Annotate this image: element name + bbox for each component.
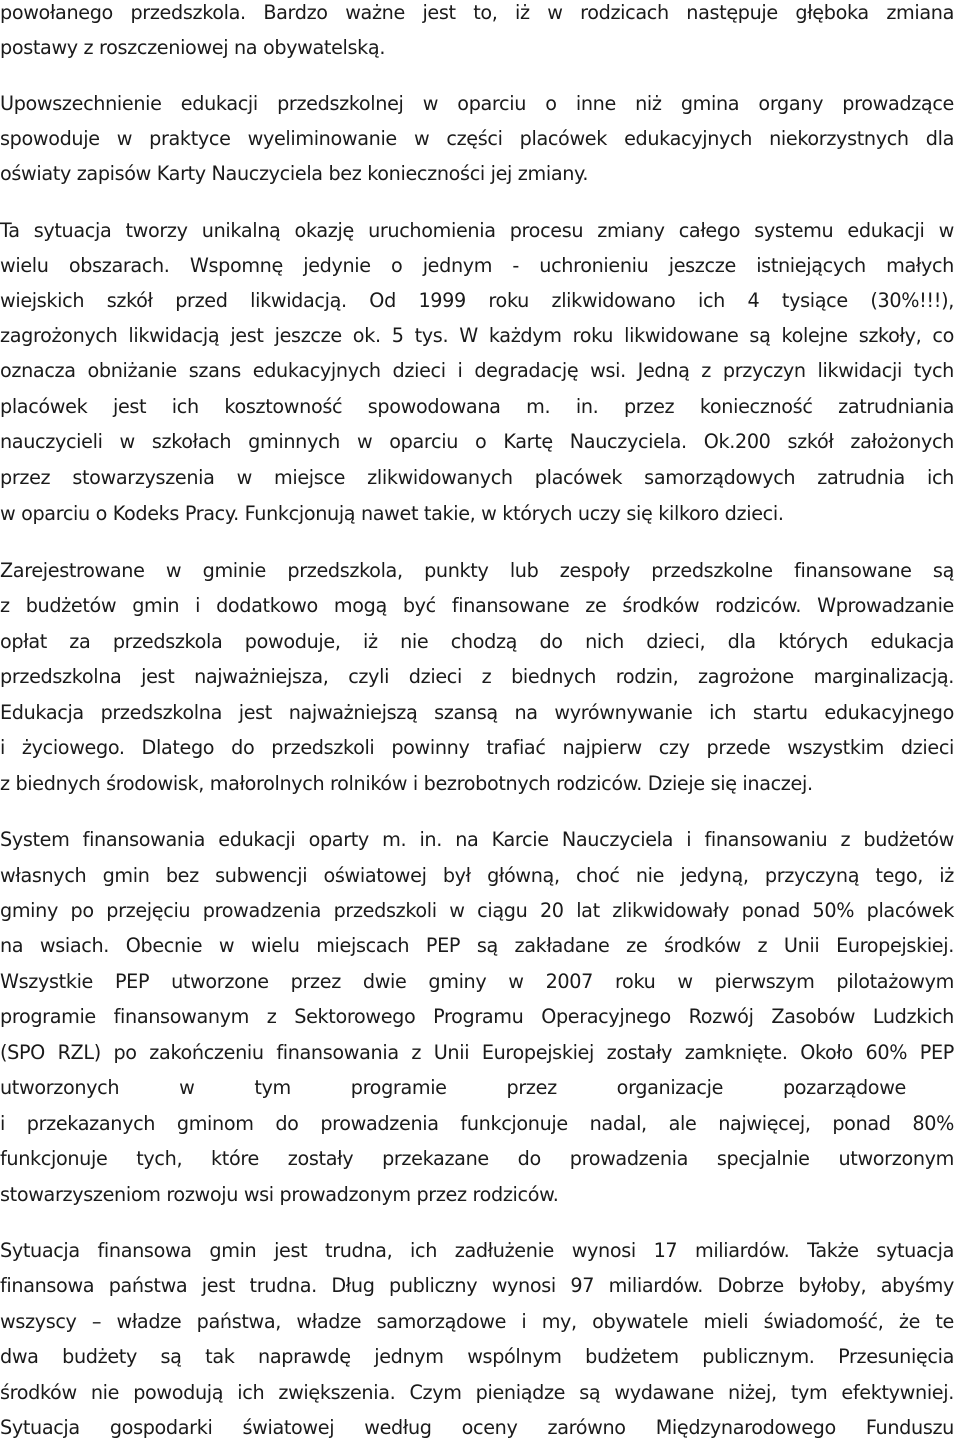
text-line: System finansowania edukacji oparty m. in. na Karcie Nauczyciela i finansowaniu z budżetów [0, 828, 954, 851]
text-line: i przekazanych gminom do prowadzenia funkcjonuje nadal, ale najwięcej, ponad 80% [0, 1112, 954, 1135]
text-line: własnych gmin bez subwencji oświatowej był główną, choć nie jedyną, przyczyną tego, iż [0, 864, 954, 887]
text-line: wielu obszarach. Wspomnę jedynie o jednym - uchronieniu jeszcze istniejących małych [0, 254, 954, 277]
text-line: Ta sytuacja tworzy unikalną okazję uruchomienia procesu zmiany całego systemu edukacji w [0, 219, 954, 242]
text-line: wiejskich szkół przed likwidacją. Od 1999 roku zlikwidowano ich 4 tysiące (30%!!!), [0, 289, 954, 312]
text-line: finansowa państwa jest trudna. Dług publiczny wynosi 97 miliardów. Dobrze byłoby, abyśmy [0, 1274, 954, 1297]
text-line: Sytuacja finansowa gmin jest trudna, ich zadłużenie wynosi 17 miliardów. Także sytuacja [0, 1239, 954, 1262]
text-line: gminy po przejęciu prowadzenia przedszkoli w ciągu 20 lat zlikwidowały ponad 50% placówek [0, 899, 954, 922]
text-line: oznacza obniżanie szans edukacyjnych dzieci i degradację wsi. Jedną z przyczyn likwidacji tych [0, 359, 954, 382]
text-line: opłat za przedszkola powoduje, iż nie chodzą do nich dzieci, dla których edukacja [0, 630, 954, 653]
text-line: dwa budżety są tak naprawdę jednym wspólnym budżetem publicznym. Przesunięcia [0, 1345, 954, 1368]
text-line: z budżetów gmin i dodatkowo mogą być finansowane ze środków rodziców. Wprowadzanie [0, 594, 954, 617]
text-line: placówek jest ich kosztowność spowodowana m. in. przez konieczność zatrudniania [0, 395, 954, 418]
text-line: Zarejestrowane w gminie przedszkola, punkty lub zespoły przedszkolne finansowane są [0, 559, 954, 582]
text-line: na wsiach. Obecnie w wielu miejscach PEP są zakładane ze środków z Unii Europejskiej. [0, 934, 954, 957]
text-line: utworzonych w tym programie przez organizacje pozarządowe [0, 1076, 906, 1099]
text-line: środków nie powodują ich zwiększenia. Czym pieniądze są wydawane niżej, tym efektywniej. [0, 1381, 954, 1404]
text-line: funkcjonuje tych, które zostały przekazane do prowadzenia specjalnie utworzonym [0, 1147, 954, 1170]
text-line: Upowszechnienie edukacji przedszkolnej w oparciu o inne niż gmina organy prowadzące [0, 92, 954, 115]
text-line: przez stowarzyszenia w miejsce zlikwidowanych placówek samorządowych zatrudnia ich [0, 466, 954, 489]
text-line: programie finansowanym z Sektorowego Programu Operacyjnego Rozwój Zasobów Ludzkich [0, 1005, 954, 1028]
text-line: (SPO RZL) po zakończeniu finansowania z Unii Europejskiej zostały zamknięte. Około 60% PEP [0, 1041, 954, 1064]
text-line: stowarzyszeniom rozwoju wsi prowadzonym przez rodziców. [0, 1183, 559, 1206]
text-line: w oparciu o Kodeks Pracy. Funkcjonują nawet takie, w których uczy się kilkoro dzieci. [0, 502, 784, 525]
text-line: nauczycieli w szkołach gminnych w oparciu o Kartę Nauczyciela. Ok.200 szkół założonych [0, 430, 954, 453]
text-line: powołanego przedszkola. Bardzo ważne jest to, iż w rodzicach następuje głęboka zmiana [0, 1, 954, 24]
text-line: Edukacja przedszkolna jest najważniejszą szansą na wyrównywanie ich startu edukacyjnego [0, 701, 954, 724]
text-line: oświaty zapisów Karty Nauczyciela bez konieczności jej zmiany. [0, 162, 589, 185]
text-line: postawy z roszczeniowej na obywatelską. [0, 36, 386, 59]
text-line: zagrożonych likwidacją jest jeszcze ok. 5 tys. W każdym roku likwidowane są kolejne szkoły, co [0, 324, 954, 347]
text-line: Sytuacja gospodarki światowej według oceny zarówno Międzynarodowego Funduszu [0, 1416, 954, 1439]
text-line: spowoduje w praktyce wyeliminowanie w części placówek edukacyjnych niekorzystnych dla [0, 127, 954, 150]
text-line: Wszystkie PEP utworzone przez dwie gminy w 2007 roku w pierwszym pilotażowym [0, 970, 954, 993]
text-line: i życiowego. Dlatego do przedszkoli powinny trafiać najpierw czy przede wszystkim dzieci [0, 736, 954, 759]
text-line: z biednych środowisk, małorolnych rolników i bezrobotnych rodziców. Dzieje się inaczej. [0, 772, 813, 795]
text-line: przedszkolna jest najważniejsza, czyli dzieci z biednych rodzin, zagrożone marginalizacją. [0, 665, 954, 688]
text-line: wszyscy – władze państwa, władze samorządowe i my, obywatele mieli świadomość, że te [0, 1310, 954, 1333]
